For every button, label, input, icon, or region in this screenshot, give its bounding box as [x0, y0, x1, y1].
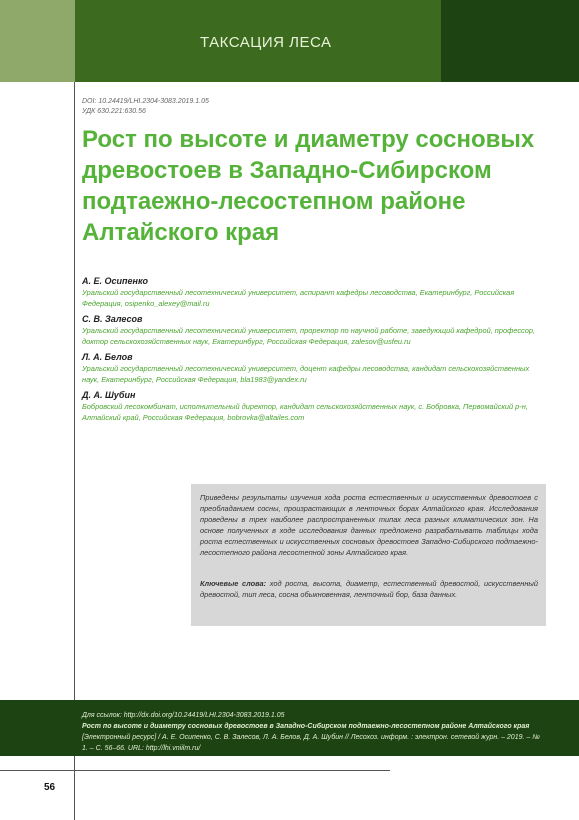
author-affiliation: Уральский государственный лесотехнический университет, доцент кафедры лесоводства, кандидат сельскохозяйственных наук, Екатеринбург, Российская Федерация, bla1983@yandex.ru — [82, 364, 530, 384]
author-name: А. Е. Осипенко — [82, 276, 149, 286]
abstract-text: Приведены результаты изучения хода роста естественных и искусственных древостоев с преобладанием сосны, произрастающих в ленточных борах Алтайского края. Исследования проведены в трех наиболее распространенных типах леса разных климатических зон. На основе полученных в ходе исследования данных предложено разрабатывать таблицы хода роста естественных и искусственных сосновых древостоев Западно-Сибирского подтаежно-лесостепного района лесостепной зоны Алтайского края. — [200, 493, 538, 557]
udk: УДК 630.221:630.56 — [82, 108, 146, 115]
citation-title: Рост по высоте и диаметру сосновых древостоев в Западно-Сибирском подтаежно-лесостепном районе Алтайского края — [82, 723, 530, 730]
keywords-text: ход роста, высота, диаметр, естественный древостой, искусственный древостой, тип леса, сосна обыкновенная, ленточный бор, база данных. — [200, 579, 538, 599]
author-entry — [82, 352, 542, 385]
keywords-label: Ключевые слова: — [200, 579, 267, 588]
citation-prefix: Для ссылок: http://dx.doi.org/10.24419/LHI.2304-3083.2019.1.05 — [82, 712, 285, 719]
citation-rest: [Электронный ресурс] / А. Е. Осипенко, С. В. Залесов, Л. А. Белов, Д. А. Шубин // Лесохоз. информ. : электрон. сетевой журн. – 2019. – № 1. – С. 56–66. URL: http://lhi.vniilm.ru/ — [82, 734, 540, 752]
article-title: Рост по высоте и диаметру сосновых древостоев в Западно-Сибирском подтаежно-лесостепном районе Алтайского края — [82, 126, 535, 246]
doi: DOI: 10.24419/LHI.2304-3083.2019.1.05 — [82, 98, 209, 105]
author-affiliation: Бобровский лесокомбинат, исполнительный директор, кандидат сельскохозяйственных наук, с. Бобровка, Первомайский р-н, Алтайский край, Российская Федерация, bobrovka@altailes.com — [82, 402, 528, 422]
footer-margin-rule — [74, 756, 75, 820]
author-affiliation: Уральский государственный лесотехнический университет, проректор по научной работе, заведующий кафедрой, профессор, доктор сельскохозяйственных наук, Екатеринбург, Российская Федерация, zalesov@usfeu.ru — [82, 326, 536, 346]
author-name: Д. А. Шубин — [82, 390, 136, 400]
page-number: 56 — [44, 782, 56, 793]
author-entry — [82, 390, 542, 423]
keywords — [200, 578, 538, 600]
author-affiliation: Уральский государственный лесотехнический университет, аспирант кафедры лесоводства, Екатеринбург, Российская Федерация, osipenko_alexey@mail.ru — [82, 288, 515, 308]
author-entry — [82, 276, 542, 309]
margin-rule — [74, 82, 75, 702]
section-title: ТАКСАЦИЯ ЛЕСА — [200, 34, 332, 51]
citation-text — [82, 710, 542, 754]
footer-rule — [0, 770, 390, 771]
author-entry — [82, 314, 542, 347]
authors-block — [82, 276, 542, 428]
header-band-dark — [441, 0, 579, 82]
header-band-light — [0, 0, 75, 82]
author-name: С. В. Залесов — [82, 314, 143, 324]
author-name: Л. А. Белов — [82, 352, 133, 362]
